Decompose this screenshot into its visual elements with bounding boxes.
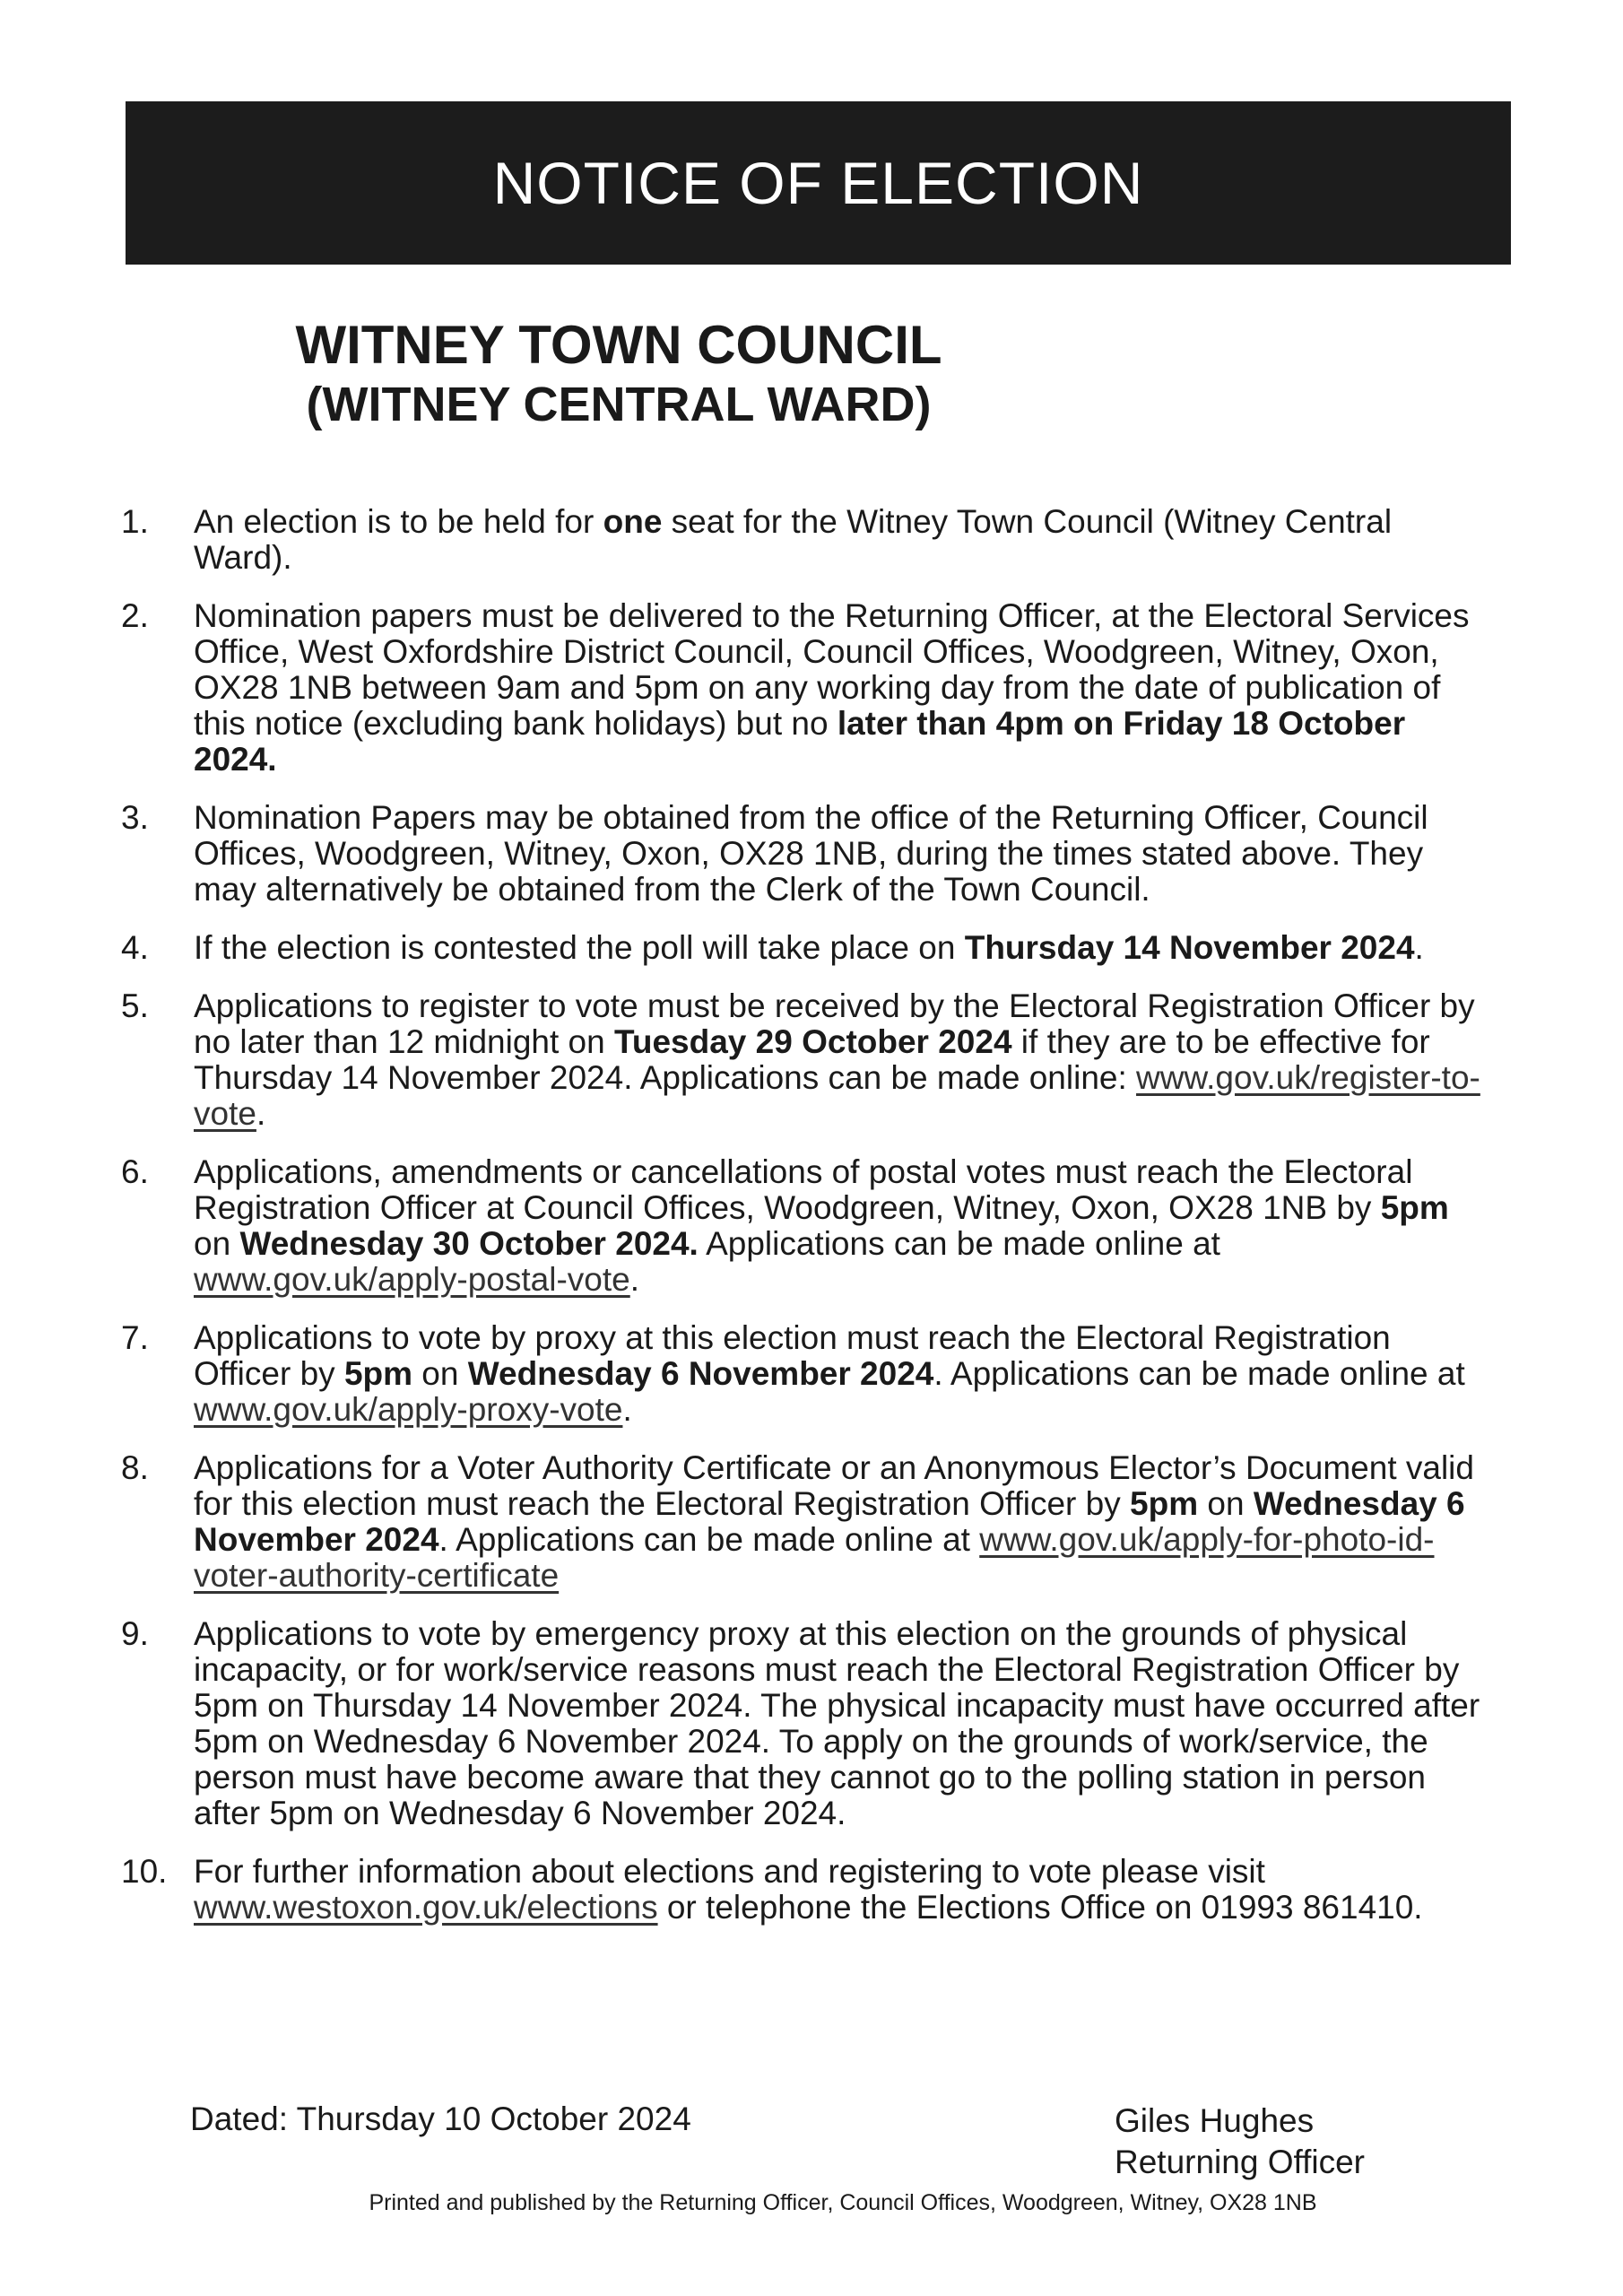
list-item xyxy=(0,504,1623,576)
item-text-part: seat for the Witney Town Council (Witney Central Ward). xyxy=(194,503,1393,576)
item-text-part: Nomination Papers may be obtained from the office of the Returning Officer, Council Offices, Woodgreen, Witney, Oxon, OX28 1NB, during the times stated above. They may alternatively be obtained from the Clerk of the Town Council. xyxy=(194,799,1428,908)
emphasis-text: 5pm xyxy=(1130,1485,1199,1522)
item-text xyxy=(194,1450,1494,1594)
emphasis-text: 5pm xyxy=(1380,1189,1449,1226)
item-text xyxy=(194,930,1494,966)
item-number: 10. xyxy=(121,1853,168,1890)
item-text-part: or telephone the Elections Office on 01993 861410. xyxy=(657,1889,1423,1926)
web-link[interactable]: www.gov.uk/register-to-vote xyxy=(194,1059,1480,1132)
item-text-part: An election is to be held for xyxy=(194,503,603,540)
emphasis-text: Wednesday 6 November 2024 xyxy=(467,1355,934,1392)
list-item xyxy=(0,598,1623,778)
web-link[interactable]: www.gov.uk/apply-for-photo-id-voter-authority-certificate xyxy=(194,1521,1435,1594)
list-item xyxy=(0,930,1623,966)
item-text-part: Nomination papers must be delivered to the Returning Officer, at the Electoral Services Office, West Oxfordshire District Council, Council Offices, Woodgreen, Witney, Oxon, OX28 1NB between 9am and 5pm on any working day from the date of publication of this notice (excluding bank holidays) but no xyxy=(194,597,1470,742)
list-item xyxy=(0,1320,1623,1428)
item-text-part: Applications can be made online at xyxy=(698,1225,1220,1262)
item-number: 9. xyxy=(121,1615,149,1652)
item-number: 5. xyxy=(121,987,149,1024)
signer-role: Returning Officer xyxy=(1115,2144,1365,2180)
emphasis-text: Wednesday 30 October 2024. xyxy=(239,1225,699,1262)
item-text-part: . xyxy=(622,1391,632,1428)
item-number: 2. xyxy=(121,597,149,634)
item-text-part: . Applications can be made online at xyxy=(933,1355,1465,1392)
item-text-part: on xyxy=(1198,1485,1254,1522)
item-text xyxy=(194,1616,1494,1831)
item-text xyxy=(194,598,1494,778)
item-text xyxy=(194,1854,1494,1926)
emphasis-text: Thursday 14 November 2024 xyxy=(964,929,1415,966)
list-item xyxy=(0,1616,1623,1831)
item-text xyxy=(194,800,1494,908)
item-text-part: on xyxy=(412,1355,468,1392)
item-text-part: on xyxy=(194,1225,240,1262)
item-number: 7. xyxy=(121,1319,149,1356)
banner-title: NOTICE OF ELECTION xyxy=(492,150,1144,216)
item-text-part: . xyxy=(629,1261,639,1298)
item-number: 6. xyxy=(121,1153,149,1190)
item-text xyxy=(194,504,1494,576)
item-number: 8. xyxy=(121,1449,149,1486)
dated-line: Dated: Thursday 10 October 2024 xyxy=(190,2100,691,2137)
item-text-part: Applications to vote by emergency proxy at this election on the grounds of physical incapacity, or for work/service reasons must reach the Electoral Registration Officer by 5pm on Thursday 14 November 2024. The physical incapacity must have occurred after 5pm on Wednesday 6 November 2024. To apply on the grounds of work/service, the person must have become aware that they cannot go to the polling station in person after 5pm on Wednesday 6 November 2024. xyxy=(194,1615,1480,1831)
ward-subtitle: (WITNEY CENTRAL WARD) xyxy=(306,378,932,431)
list-item xyxy=(0,800,1623,908)
item-text-part: If the election is contested the poll will take place on xyxy=(194,929,965,966)
item-number: 1. xyxy=(121,503,149,540)
list-item xyxy=(0,1854,1623,1926)
emphasis-text: 5pm xyxy=(343,1355,413,1392)
item-text-part: if they are to be effective for Thursday 14 November 2024. Applications can be made online: xyxy=(194,1023,1430,1096)
item-number: 4. xyxy=(121,929,149,966)
notice-items-list xyxy=(0,504,1623,1948)
item-text-part: Applications, amendments or cancellations of postal votes must reach the Electoral Registration Officer at Council Offices, Woodgreen, Witney, Oxon, OX28 1NB by xyxy=(194,1153,1413,1226)
item-number: 3. xyxy=(121,799,149,836)
list-item xyxy=(0,1154,1623,1298)
item-text-part: Applications for a Voter Authority Certificate or an Anonymous Elector’s Document valid for this election must reach the Electoral Registration Officer by xyxy=(194,1449,1474,1522)
web-link[interactable]: www.gov.uk/apply-proxy-vote xyxy=(194,1391,623,1428)
item-text-part: For further information about elections and registering to vote please visit xyxy=(194,1853,1265,1890)
notice-banner xyxy=(126,101,1511,265)
emphasis-text: Wednesday 6 November 2024 xyxy=(194,1485,1465,1558)
list-item xyxy=(0,1450,1623,1594)
web-link[interactable]: www.westoxon.gov.uk/elections xyxy=(194,1889,658,1926)
item-text-part: . xyxy=(1414,929,1424,966)
signer-name: Giles Hughes xyxy=(1115,2102,1315,2139)
imprint-footer: Printed and published by the Returning Officer, Council Offices, Woodgreen, Witney, OX28 1NB xyxy=(369,2190,1317,2215)
signature-block xyxy=(1115,2100,1365,2183)
web-link[interactable]: www.gov.uk/apply-postal-vote xyxy=(194,1261,630,1298)
item-text-part: . Applications can be made online at xyxy=(438,1521,980,1558)
item-text xyxy=(194,988,1494,1132)
item-text xyxy=(194,1154,1494,1298)
emphasis-text: later than 4pm on Friday 18 October 2024. xyxy=(194,705,1406,778)
council-title: WITNEY TOWN COUNCIL xyxy=(295,315,942,375)
item-text xyxy=(194,1320,1494,1428)
list-item xyxy=(0,988,1623,1132)
emphasis-text: one xyxy=(603,503,663,540)
item-text-part: . xyxy=(256,1095,266,1132)
item-text-part: Applications to register to vote must be received by the Electoral Registration Officer by no later than 12 midnight on xyxy=(194,987,1475,1060)
item-text-part: Applications to vote by proxy at this election must reach the Electoral Registration Officer by xyxy=(194,1319,1391,1392)
emphasis-text: Tuesday 29 October 2024 xyxy=(614,1023,1012,1060)
